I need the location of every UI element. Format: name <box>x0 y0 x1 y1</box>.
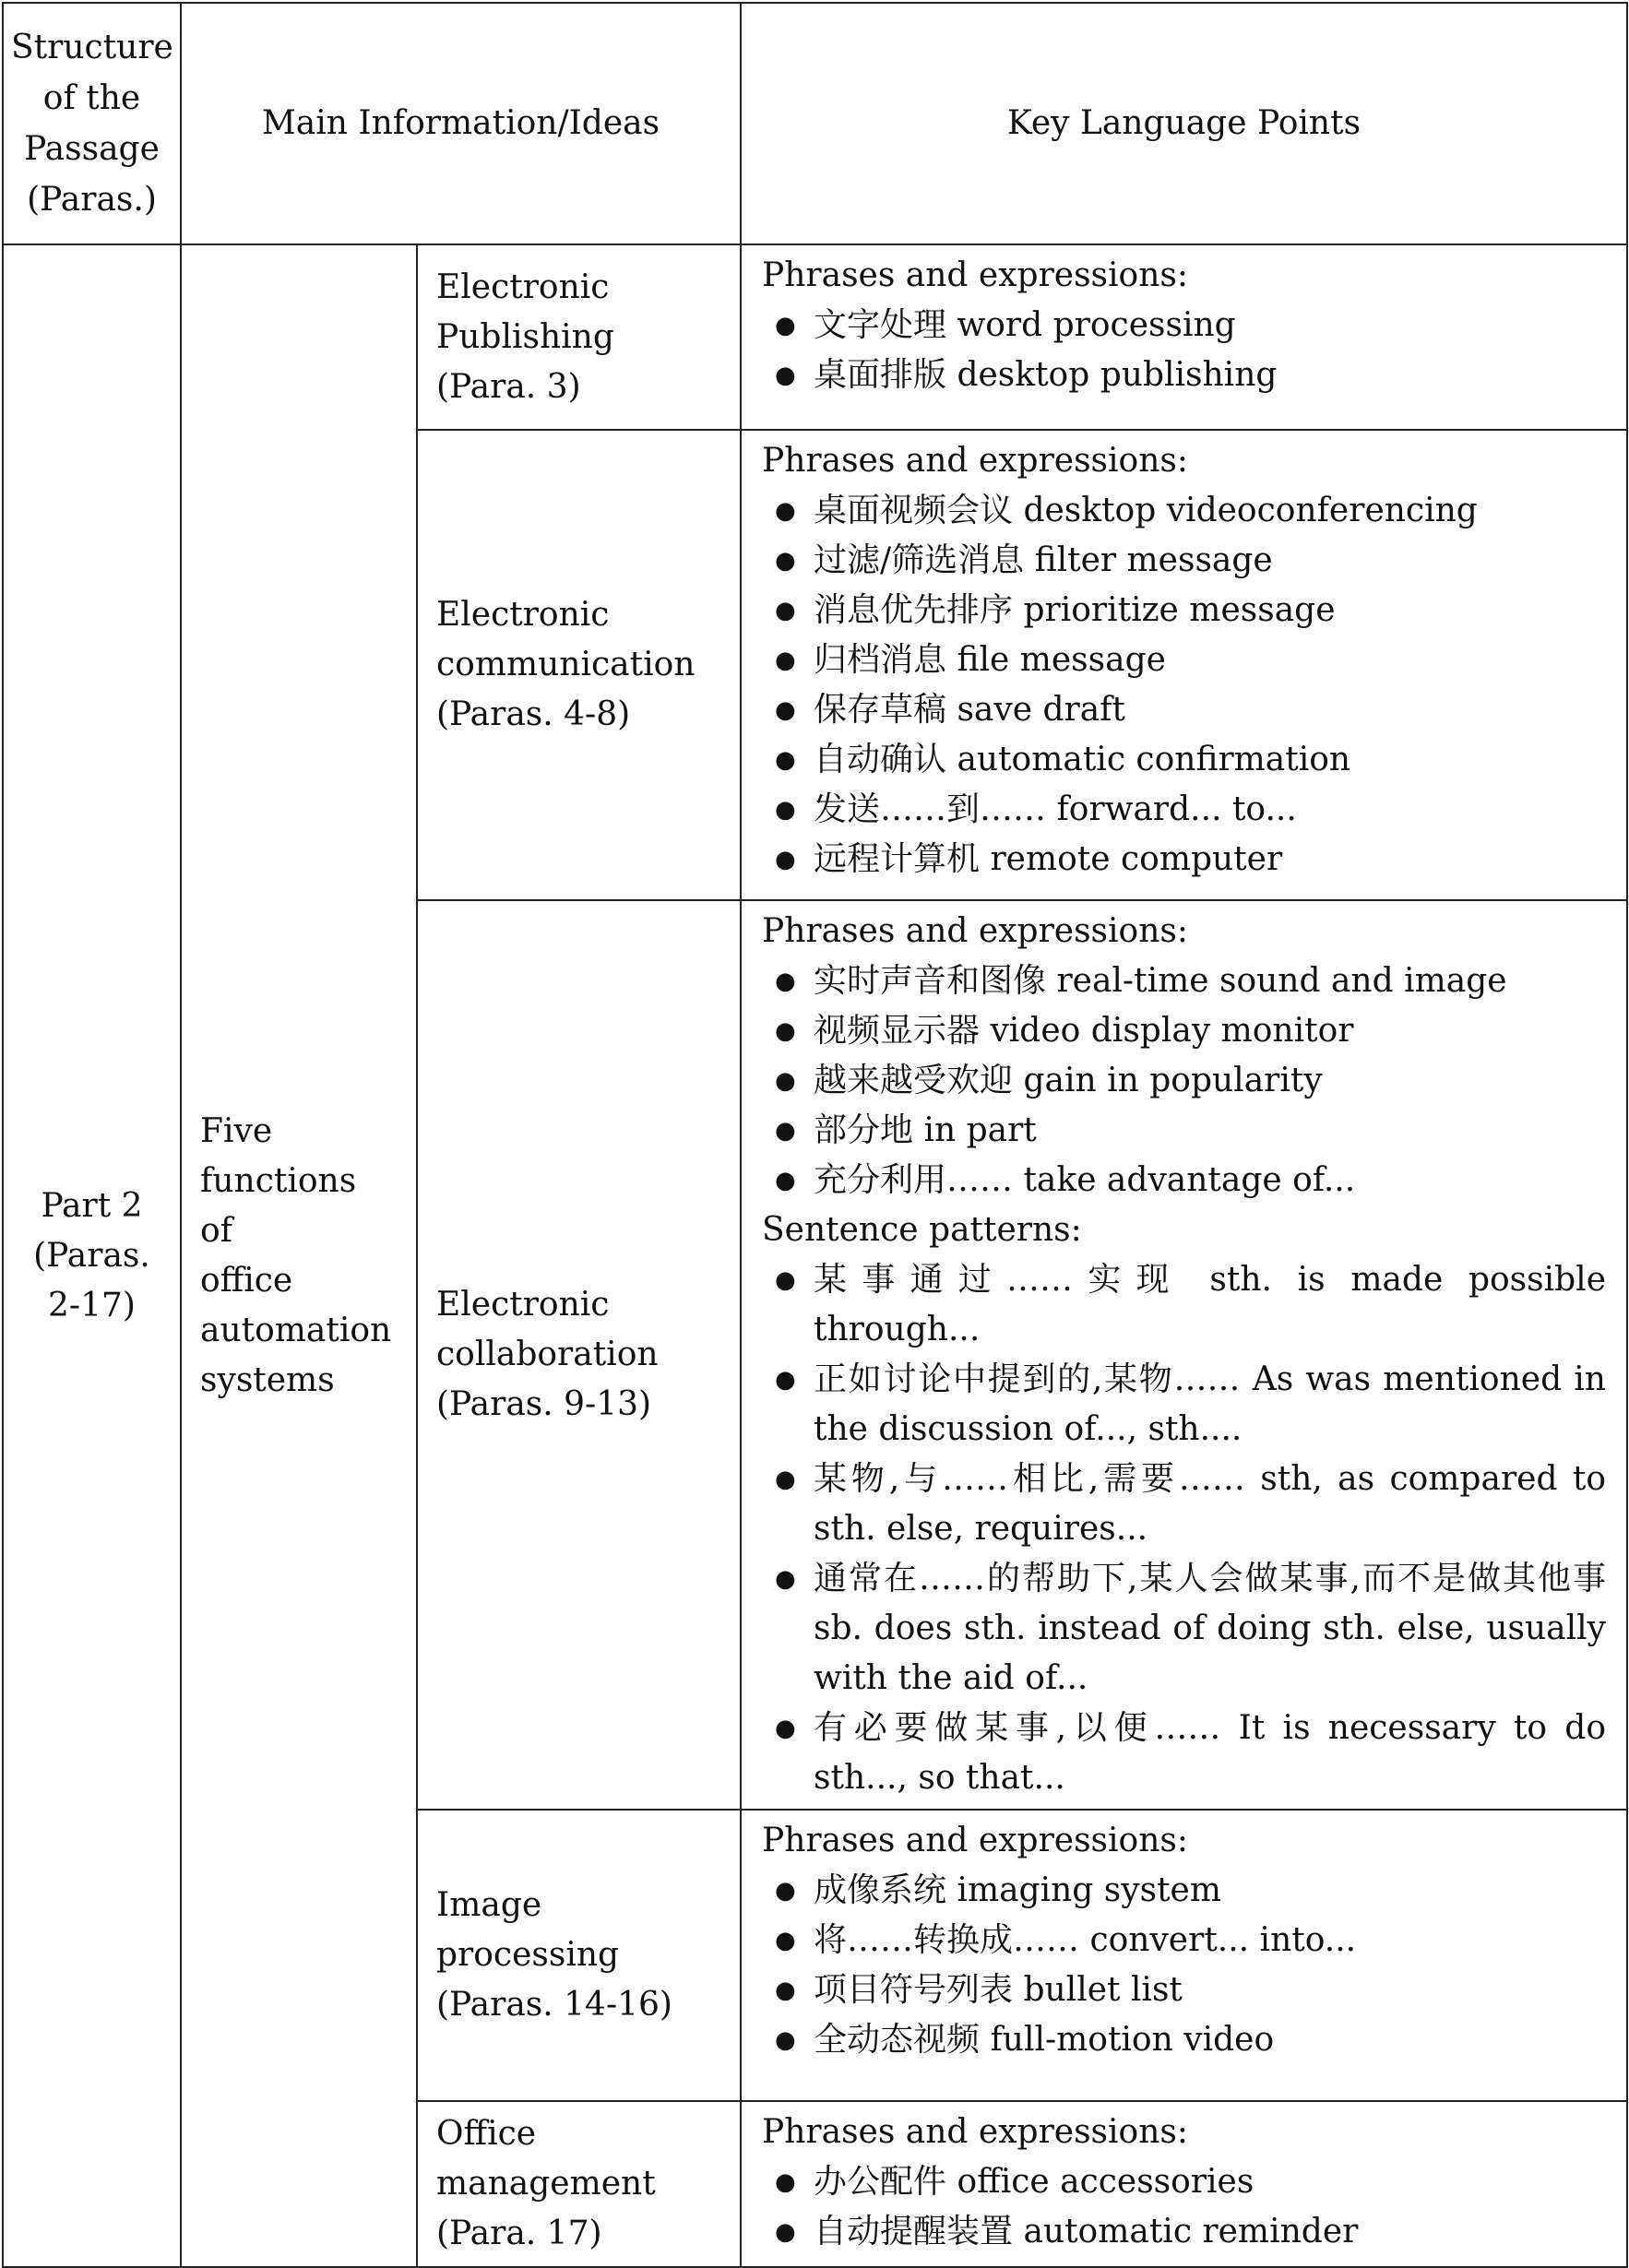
section-label: Phrases and expressions: <box>762 1822 1189 1859</box>
section-label: Phrases and expressions: <box>762 442 1189 480</box>
part-line: Part 2 <box>41 1186 143 1225</box>
topic-line: Office management <box>436 2115 656 2203</box>
list-item: ● 自动提醒装置 automatic reminder <box>762 2207 1606 2257</box>
list-item: ● 有必要做某事,以便…… It is necessary to do sth..., so that... <box>762 1704 1606 1803</box>
main-idea-line: automation <box>200 1311 392 1349</box>
language-points-cell <box>741 1810 1627 2101</box>
header-structure-line: Structure <box>11 29 173 66</box>
list-item: ● 实时声音和图像 real-time sound and image <box>762 956 1606 1006</box>
topic-line: Image processing <box>436 1886 620 1974</box>
topic-line: Publishing <box>436 317 614 356</box>
main-idea-line: systems <box>200 1360 335 1399</box>
topic-cell <box>417 430 741 900</box>
list-item: ● 充分利用…… take advantage of... <box>762 1156 1606 1205</box>
main-idea-line: office <box>200 1261 293 1300</box>
header-main-ideas-label: Main Information/Ideas <box>261 104 660 142</box>
main-idea-text <box>200 1107 398 1406</box>
phrase-list <box>762 2157 1606 2257</box>
topic-line: Electronic <box>436 267 610 306</box>
topic-cell <box>417 2101 741 2267</box>
header-structure <box>3 3 181 244</box>
list-item: ● 越来越受欢迎 gain in popularity <box>762 1056 1606 1106</box>
main-idea-cell <box>181 244 417 2267</box>
list-item: ● 消息优先排序 prioritize message <box>762 586 1606 635</box>
language-points-cell <box>741 900 1627 1810</box>
header-structure-line: Passage <box>24 130 160 168</box>
list-item: ● 远程计算机 remote computer <box>762 835 1606 885</box>
list-item: ● 某事通过……实现 sth. is made possible through... <box>762 1255 1606 1355</box>
topic-row <box>3 244 1627 430</box>
part-line: (Paras. <box>33 1236 150 1275</box>
language-outline-table <box>2 2 1628 2268</box>
list-item: ● 视频显示器 video display monitor <box>762 1006 1606 1056</box>
header-structure-line: (Paras.) <box>27 181 157 219</box>
phrase-list <box>762 956 1606 1205</box>
list-item: ● 正如讨论中提到的,某物…… As was mentioned in the discussion of..., sth.... <box>762 1355 1606 1455</box>
topic-line: (Para. 3) <box>436 367 581 406</box>
topic-line: (Paras. 4-8) <box>436 695 631 733</box>
topic-line: (Paras. 14-16) <box>436 1986 672 2024</box>
topic-cell <box>417 244 741 430</box>
list-item: ● 过滤/筛选消息 filter message <box>762 536 1606 586</box>
topic-line: Electronic <box>436 1286 610 1324</box>
list-item: ● 某物,与……相比,需要…… sth, as compared to sth. else, requires... <box>762 1455 1606 1554</box>
header-row <box>3 3 1627 244</box>
list-item: ● 成像系统 imaging system <box>762 1866 1606 1916</box>
section-label: Phrases and expressions: <box>762 912 1189 950</box>
topic-line: communication <box>436 646 696 683</box>
list-item: ● 全动态视频 full-motion video <box>762 2015 1606 2065</box>
list-item: ● 部分地 in part <box>762 1106 1606 1156</box>
sentence-pattern-list <box>762 1255 1606 1803</box>
list-item: ● 桌面排版 desktop publishing <box>762 350 1606 400</box>
list-item: ● 项目符号列表 bullet list <box>762 1965 1606 2015</box>
section-label: Sentence patterns: <box>762 1211 1082 1249</box>
list-item: ● 归档消息 file message <box>762 635 1606 685</box>
language-points-cell <box>741 2101 1627 2267</box>
language-points-cell <box>741 430 1627 900</box>
list-item: ● 保存草稿 save draft <box>762 685 1606 735</box>
topic-line: Electronic <box>436 596 610 634</box>
header-key-language-label: Key Language Points <box>1006 104 1361 142</box>
section-label: Phrases and expressions: <box>762 256 1189 294</box>
list-item: ● 发送……到…… forward... to... <box>762 785 1606 835</box>
main-idea-line: functions of <box>200 1161 357 1250</box>
list-item: ● 将……转换成…… convert... into... <box>762 1916 1606 1965</box>
phrase-list <box>762 301 1606 400</box>
header-main-ideas <box>181 3 741 244</box>
section-label: Phrases and expressions: <box>762 2113 1189 2151</box>
main-idea-line: Five <box>200 1111 273 1150</box>
topic-cell <box>417 1810 741 2101</box>
list-item: ● 办公配件 office accessories <box>762 2157 1606 2207</box>
list-item: ● 桌面视频会议 desktop videoconferencing <box>762 486 1606 536</box>
topic-line: collaboration <box>436 1336 659 1373</box>
topic-line: (Paras. 9-13) <box>436 1385 652 1423</box>
list-item: ● 文字处理 word processing <box>762 301 1606 350</box>
topic-line: (Para. 17) <box>436 2215 602 2252</box>
phrase-list <box>762 1866 1606 2065</box>
phrase-list <box>762 486 1606 885</box>
topic-cell <box>417 900 741 1810</box>
part-line: 2-17) <box>48 1286 136 1324</box>
list-item: ● 通常在……的帮助下,某人会做某事,而不是做其他事 sb. does sth. instead of doing sth. else, usually with the aid of... <box>762 1554 1606 1704</box>
header-structure-line: of the <box>42 79 141 117</box>
language-points-cell <box>741 244 1627 430</box>
part-cell <box>3 244 181 2267</box>
list-item: ● 自动确认 automatic confirmation <box>762 735 1606 785</box>
header-key-language <box>741 3 1627 244</box>
